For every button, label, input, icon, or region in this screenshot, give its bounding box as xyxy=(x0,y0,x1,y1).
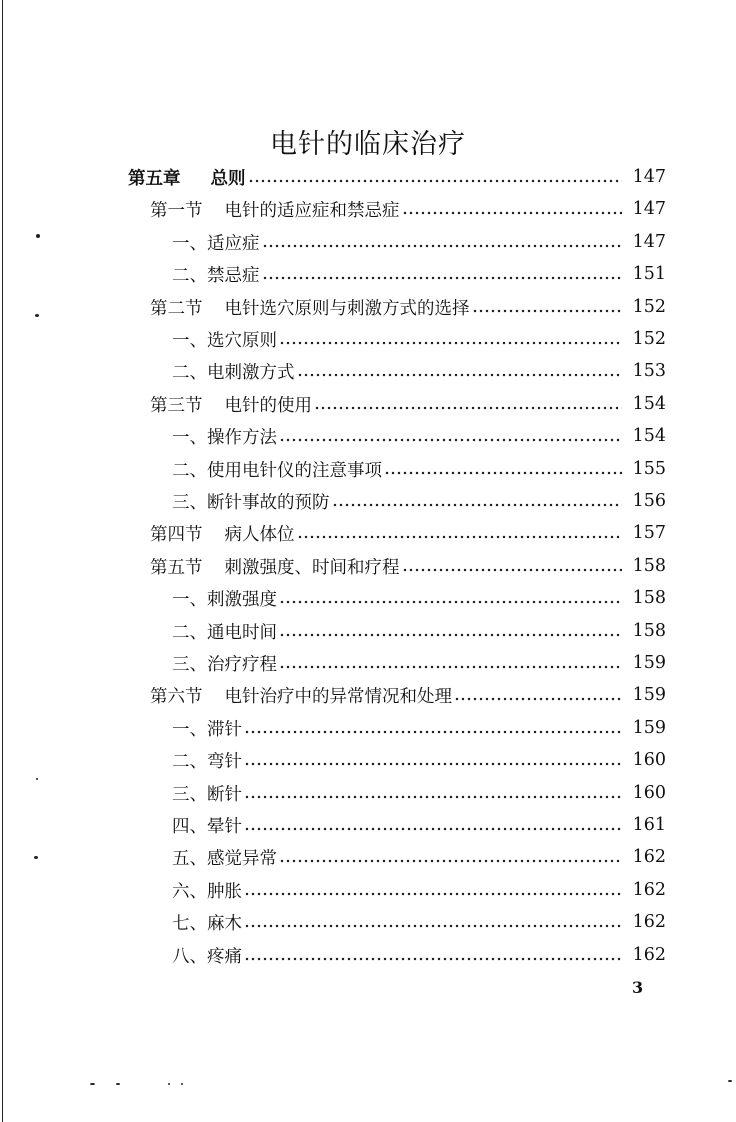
toc-entry-text: 一、选穴原则 xyxy=(172,330,277,351)
toc-entry-label xyxy=(172,781,242,806)
dot-leader xyxy=(262,265,623,283)
toc-entry-item xyxy=(172,226,666,258)
toc-entry-text: 电针治疗中的异常情况和处理 xyxy=(224,686,452,707)
toc-entry-section xyxy=(150,550,666,582)
toc-entry-number: 第二节 xyxy=(150,298,203,319)
dot-leader xyxy=(454,686,622,704)
scan-speck xyxy=(34,856,38,859)
dot-leader xyxy=(279,622,622,640)
toc-entry-chapter xyxy=(128,161,666,193)
dot-leader xyxy=(314,395,622,413)
dot-leader xyxy=(244,946,622,964)
toc-entry-page: 147 xyxy=(632,232,666,252)
toc-entry-label xyxy=(150,295,470,320)
toc-entry-text: 总则 xyxy=(210,168,246,189)
toc-entry-label xyxy=(150,197,400,222)
scan-speck xyxy=(35,314,39,317)
toc-entry-section xyxy=(150,517,666,549)
toc-entry-item xyxy=(172,420,666,452)
toc-entry-text: 刺激强度、时间和疗程 xyxy=(224,557,400,578)
toc-entry-item xyxy=(172,453,666,485)
dot-leader xyxy=(279,427,622,445)
dot-leader xyxy=(332,492,623,510)
toc-entry-page: 161 xyxy=(632,815,666,835)
toc-entry-label xyxy=(150,392,312,417)
dot-leader xyxy=(244,784,622,802)
toc-entry-label xyxy=(172,845,277,870)
toc-entry-page: 147 xyxy=(632,167,666,187)
toc-entry-number: 第四节 xyxy=(150,524,203,545)
dot-leader xyxy=(472,298,623,316)
toc-entry-page: 152 xyxy=(632,329,666,349)
dot-leader xyxy=(297,524,623,542)
toc-entry-page: 147 xyxy=(632,199,666,219)
scan-speck xyxy=(36,778,38,780)
toc-entry-section xyxy=(150,679,666,711)
toc-entry-item xyxy=(172,744,666,776)
toc-entry-page: 160 xyxy=(632,783,666,803)
toc-entry-item xyxy=(172,712,666,744)
toc-entry-page: 156 xyxy=(632,491,666,511)
dot-leader xyxy=(402,200,623,218)
toc-entry-label xyxy=(172,424,277,449)
toc-entry-label xyxy=(172,457,382,482)
toc-entry-page: 162 xyxy=(632,847,666,867)
dot-leader xyxy=(262,233,623,251)
scan-speck xyxy=(181,1083,183,1085)
toc-entry-text: 五、感觉异常 xyxy=(172,848,277,869)
toc-entry-text: 一、操作方法 xyxy=(172,427,277,448)
toc-entry-label xyxy=(150,521,295,546)
toc-entry-number: 第五章 xyxy=(128,168,181,189)
toc-entry-label xyxy=(172,230,260,255)
toc-entry-item xyxy=(172,323,666,355)
toc-entry-number: 第五节 xyxy=(150,557,203,578)
toc-entry-text: 七、麻木 xyxy=(172,913,242,934)
toc-entry-item xyxy=(172,906,666,938)
toc-entry-page: 162 xyxy=(632,880,666,900)
toc-entry-page: 158 xyxy=(632,621,666,641)
toc-entry-page: 152 xyxy=(632,297,666,317)
toc-entry-text: 三、断针事故的预防 xyxy=(172,492,330,513)
dot-leader xyxy=(402,557,623,575)
toc-entry-page: 151 xyxy=(632,264,666,284)
toc-entry-label xyxy=(172,813,242,838)
dot-leader xyxy=(244,913,622,931)
dot-leader xyxy=(244,816,622,834)
document-title: 电针的临床治疗 xyxy=(270,129,466,160)
toc-entry-text: 电针的使用 xyxy=(224,395,312,416)
toc-entry-text: 二、弯针 xyxy=(172,751,242,772)
toc-entry-text: 一、适应症 xyxy=(172,233,260,254)
toc-entry-item xyxy=(172,355,666,387)
toc-entry-page: 159 xyxy=(632,718,666,738)
toc-entry-page: 154 xyxy=(632,394,666,414)
toc-entry-text: 三、断针 xyxy=(172,784,242,805)
toc-entry-item xyxy=(172,874,666,906)
toc-entry-label xyxy=(128,165,246,190)
toc-entry-item xyxy=(172,841,666,873)
dot-leader xyxy=(244,719,622,737)
toc-entry-item xyxy=(172,809,666,841)
toc-entry-label xyxy=(172,619,277,644)
toc-entry-item xyxy=(172,615,666,647)
toc-entry-page: 157 xyxy=(632,523,666,543)
dot-leader xyxy=(244,751,622,769)
toc-entry-label xyxy=(172,910,242,935)
dot-leader xyxy=(279,589,622,607)
toc-entry-text: 电针的适应症和禁忌症 xyxy=(224,200,400,221)
toc-entry-item xyxy=(172,582,666,614)
toc-entry-page: 159 xyxy=(632,685,666,705)
toc-entry-item xyxy=(172,258,666,290)
toc-entry-text: 二、通电时间 xyxy=(172,622,277,643)
toc-entry-section xyxy=(150,291,666,323)
toc-entry-text: 病人体位 xyxy=(224,524,295,545)
toc-entry-label xyxy=(172,359,295,384)
dot-leader xyxy=(279,848,622,866)
toc-entry-number: 第六节 xyxy=(150,686,203,707)
toc-entry-page: 158 xyxy=(632,588,666,608)
toc-entry-page: 158 xyxy=(632,556,666,576)
dot-leader xyxy=(248,168,623,186)
toc-entry-label xyxy=(172,327,277,352)
toc-entry-text: 三、治疗疗程 xyxy=(172,654,277,675)
toc-entry-item xyxy=(172,939,666,971)
scan-speck xyxy=(168,1083,170,1085)
toc-entry-page: 159 xyxy=(632,653,666,673)
page-number: 3 xyxy=(632,978,644,997)
toc-entry-item xyxy=(172,485,666,517)
toc-entry-page: 153 xyxy=(632,361,666,381)
toc-entry-page: 160 xyxy=(632,750,666,770)
toc-entry-text: 六、肿胀 xyxy=(172,881,242,902)
toc-entry-item xyxy=(172,647,666,679)
toc-entry-text: 电针选穴原则与刺激方式的选择 xyxy=(224,298,470,319)
toc-entry-label xyxy=(172,586,277,611)
page-edge-line xyxy=(2,0,3,1122)
toc-entry-label xyxy=(172,262,260,287)
toc-entry-label xyxy=(150,554,400,579)
toc-entry-label xyxy=(172,716,242,741)
scan-speck xyxy=(90,1083,95,1085)
dot-leader xyxy=(244,881,622,899)
dot-leader xyxy=(279,330,622,348)
scan-speck xyxy=(36,234,40,238)
scan-speck xyxy=(116,1083,120,1085)
dot-leader xyxy=(384,460,622,478)
toc-entry-label xyxy=(150,683,452,708)
toc-entry-item xyxy=(172,777,666,809)
toc-entry-text: 一、刺激强度 xyxy=(172,589,277,610)
dot-leader xyxy=(279,654,622,672)
toc-entry-text: 八、疼痛 xyxy=(172,946,242,967)
toc-entry-section xyxy=(150,388,666,420)
toc-entry-section xyxy=(150,193,666,225)
toc-entry-text: 二、电刺激方式 xyxy=(172,362,295,383)
toc-entry-number: 第一节 xyxy=(150,200,203,221)
toc-entry-label xyxy=(172,489,330,514)
scan-speck xyxy=(728,1080,732,1082)
toc-entry-number: 第三节 xyxy=(150,395,203,416)
toc-entry-label xyxy=(172,651,277,676)
dot-leader xyxy=(297,362,623,380)
toc-entry-label xyxy=(172,748,242,773)
toc-entry-label xyxy=(172,878,242,903)
toc-entry-text: 四、晕针 xyxy=(172,816,242,837)
toc-entry-page: 162 xyxy=(632,912,666,932)
toc-entry-text: 二、使用电针仪的注意事项 xyxy=(172,460,382,481)
toc-entry-page: 155 xyxy=(632,459,666,479)
toc-entry-page: 162 xyxy=(632,945,666,965)
toc-entry-text: 二、禁忌症 xyxy=(172,265,260,286)
toc-entry-text: 一、滞针 xyxy=(172,719,242,740)
toc-entry-label xyxy=(172,943,242,968)
toc-entry-page: 154 xyxy=(632,426,666,446)
